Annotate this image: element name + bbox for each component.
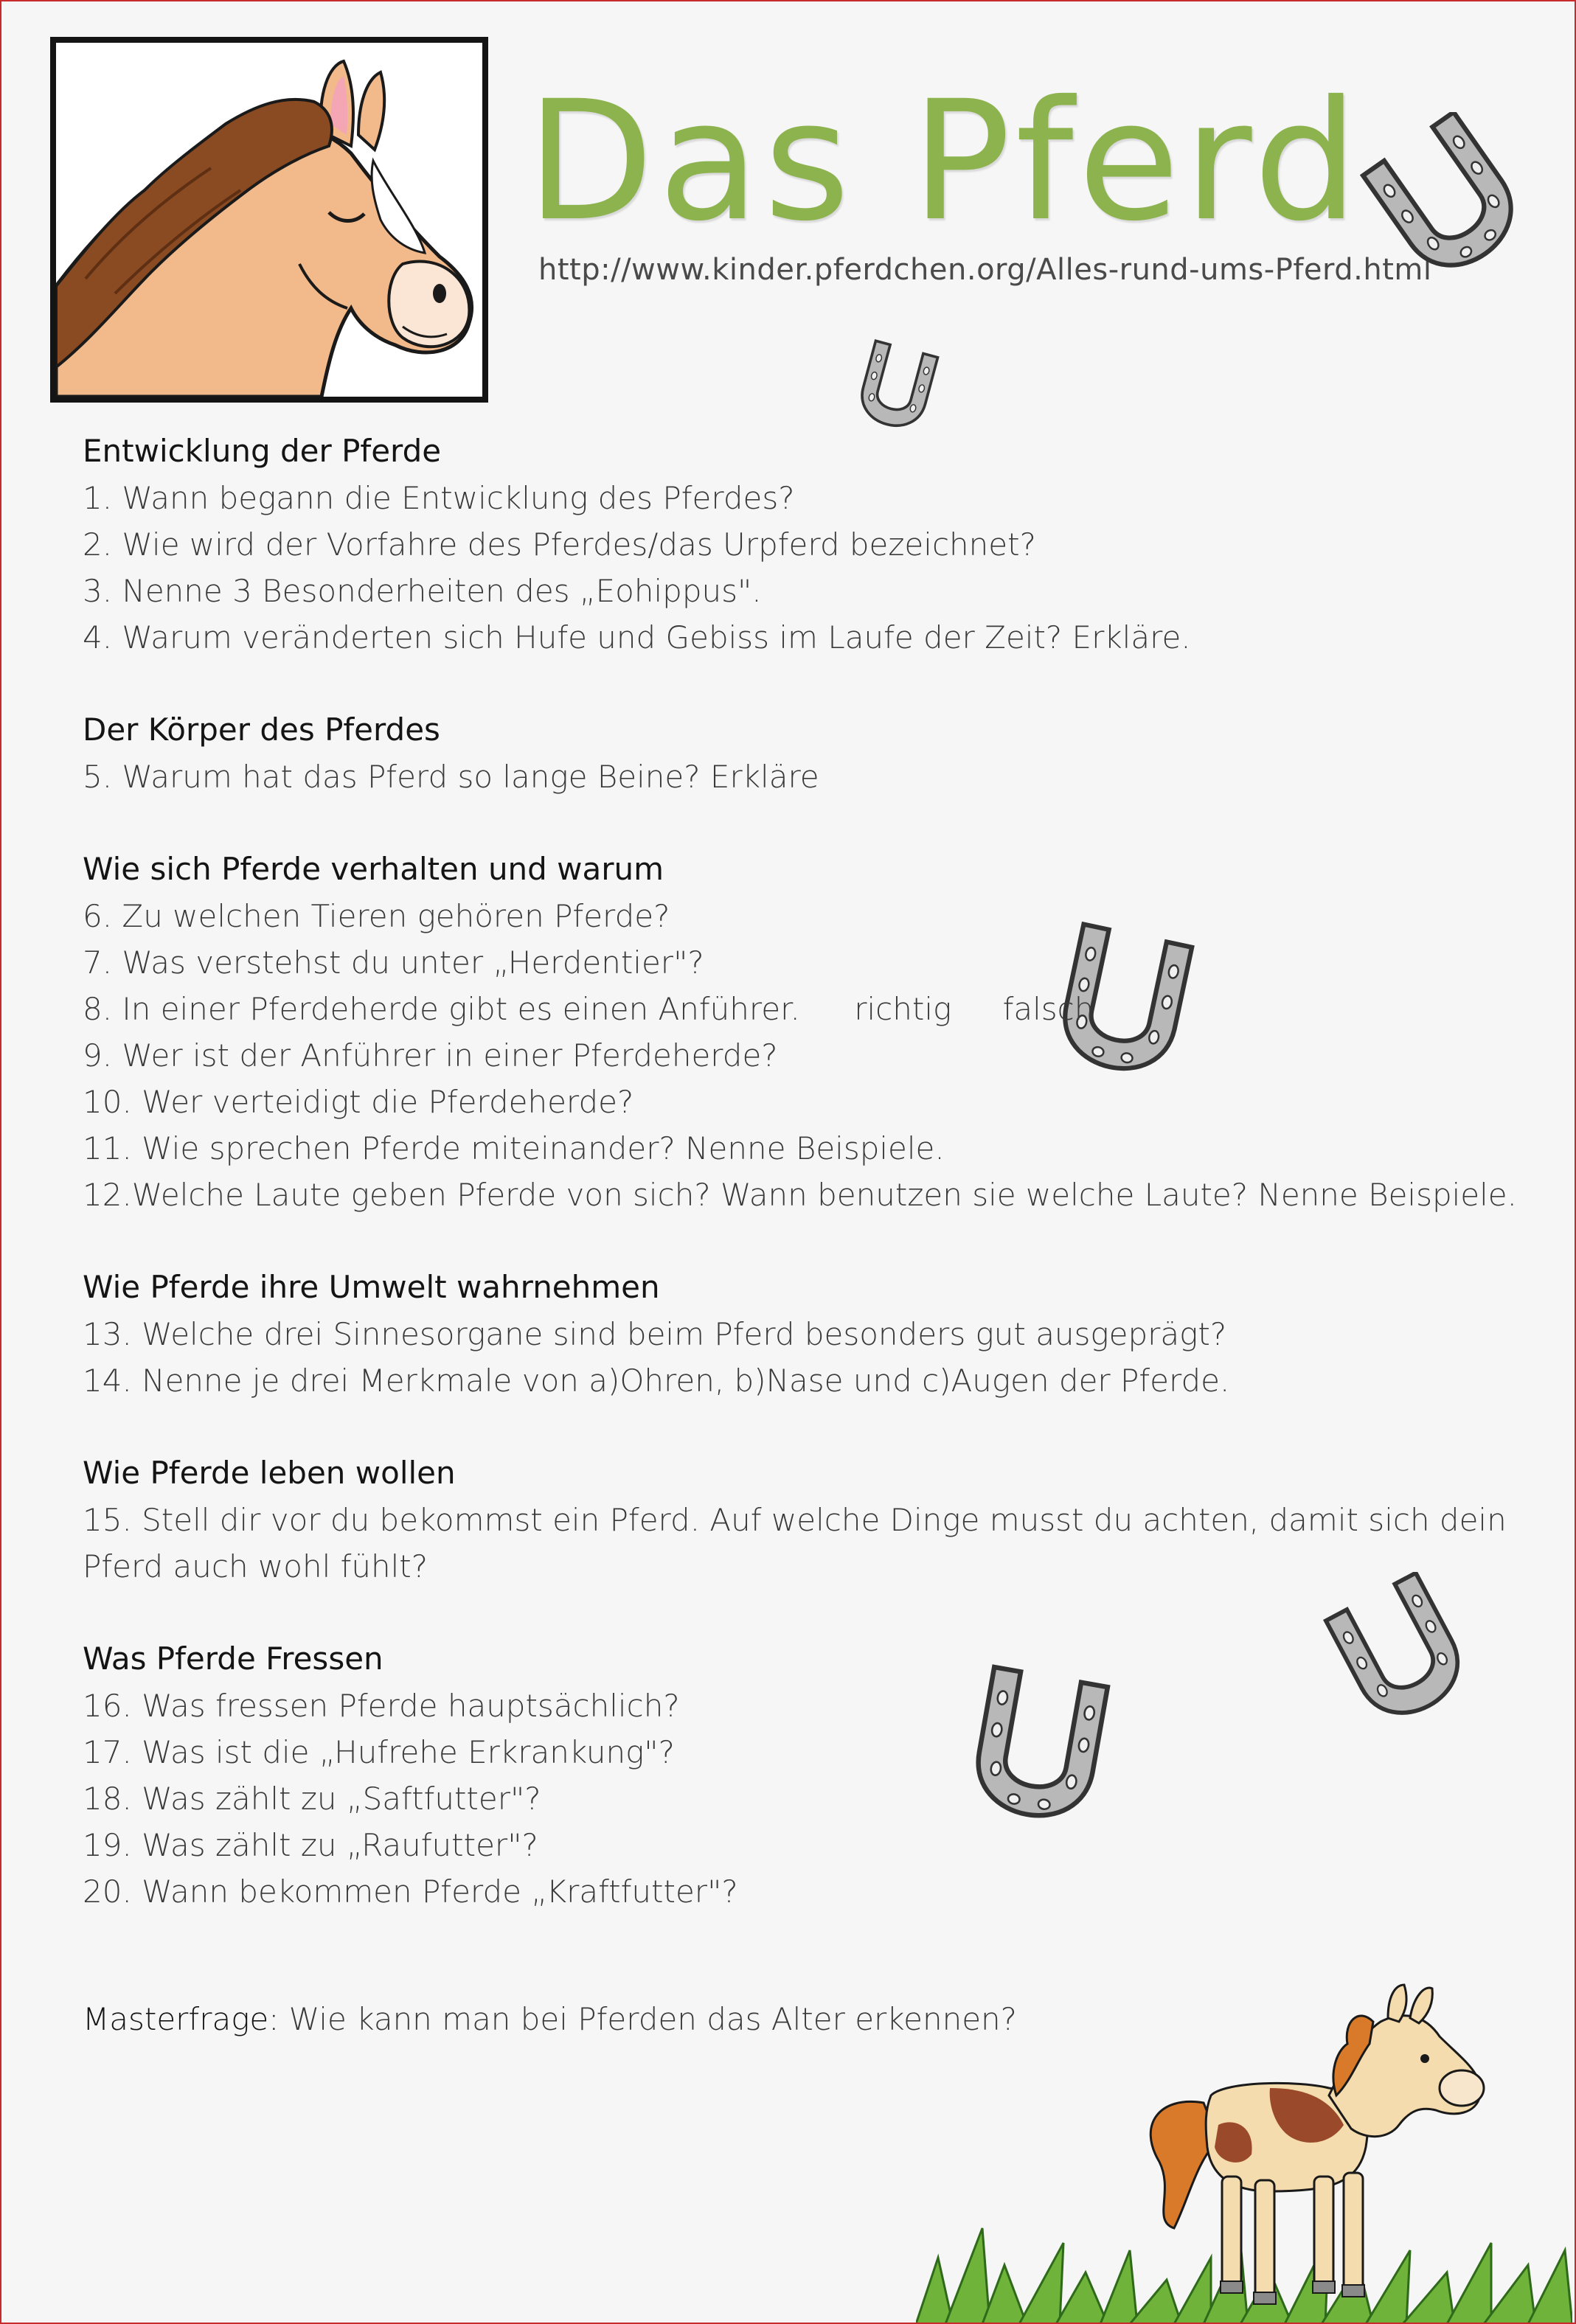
section-title: Der Körper des Pferdes: [83, 712, 440, 748]
question: 3. Nenne 3 Besonderheiten des „Eohippus".: [83, 573, 762, 609]
section-title: Entwicklung der Pferde: [83, 433, 442, 469]
section-title: Was Pferde Fressen: [83, 1641, 383, 1677]
source-url: http://www.kinder.pferdchen.org/Alles-rund-ums-Pferd.html: [538, 253, 1432, 287]
question: 12.Welche Laute geben Pferde von sich? Wann benutzen sie welche Laute? Nenne Beispiele.: [83, 1177, 1518, 1213]
pony-illustration: [916, 1977, 1572, 2324]
question: 8. In einer Pferdeherde gibt es einen Anführer.: [83, 991, 800, 1027]
question: 15. Stell dir vor du bekommst ein Pferd. Auf welche Dinge musst du achten, damit sich dein Pferd auch wohl fühlt?: [83, 1502, 1507, 1584]
horseshoe-icon: [1358, 112, 1543, 296]
question: 5. Warum hat das Pferd so lange Beine? Erkläre: [83, 759, 819, 795]
question: 1. Wann begann die Entwicklung des Pferdes?: [83, 480, 795, 516]
question: 13. Welche drei Sinnesorgane sind beim Pferd besonders gut ausgeprägt?: [83, 1316, 1227, 1352]
section-title: Wie sich Pferde verhalten und warum: [83, 851, 664, 887]
question: 20. Wann bekommen Pferde „Kraftfutter"?: [83, 1874, 738, 1910]
master-text: Wie kann man bei Pferden das Alter erkennen?: [288, 2001, 1017, 2037]
option-falsch: falsch: [1002, 991, 1094, 1027]
question: 2. Wie wird der Vorfahre des Pferdes/das Urpferd bezeichnet?: [83, 526, 1036, 563]
question: 17. Was ist die „Hufrehe Erkrankung"?: [83, 1734, 675, 1770]
horse-head-illustration: [50, 37, 488, 403]
question: 14. Nenne je drei Merkmale von a)Ohren, b)Nase und c)Augen der Pferde.: [83, 1363, 1230, 1399]
question-list: [83, 428, 1550, 2042]
question: 11. Wie sprechen Pferde miteinander? Nenne Beispiele.: [83, 1130, 945, 1166]
grass-illustration: [916, 2228, 1572, 2324]
question: 4. Warum veränderten sich Hufe und Gebiss im Laufe der Zeit? Erkläre.: [83, 619, 1191, 655]
question: 16. Was fressen Pferde hauptsächlich?: [83, 1688, 680, 1724]
question: 18. Was zählt zu „Saftfutter"?: [83, 1781, 541, 1817]
question: 10. Wer verteidigt die Pferdeherde?: [83, 1084, 634, 1120]
master-label: Masterfrage:: [83, 2001, 280, 2037]
question: 7. Was verstehst du unter „Herdentier"?: [83, 944, 704, 981]
question: 19. Was zählt zu „Raufutter"?: [83, 1827, 538, 1863]
section-title: Wie Pferde leben wollen: [83, 1455, 456, 1491]
question: 6. Zu welchen Tieren gehören Pferde?: [83, 898, 670, 934]
question-with-options: [83, 986, 1550, 1032]
page-title: Das Pferd: [527, 65, 1363, 257]
question: 9. Wer ist der Anführer in einer Pferdeherde?: [83, 1037, 778, 1074]
option-richtig: richtig: [854, 991, 952, 1027]
section-title: Wie Pferde ihre Umwelt wahrnehmen: [83, 1269, 660, 1305]
